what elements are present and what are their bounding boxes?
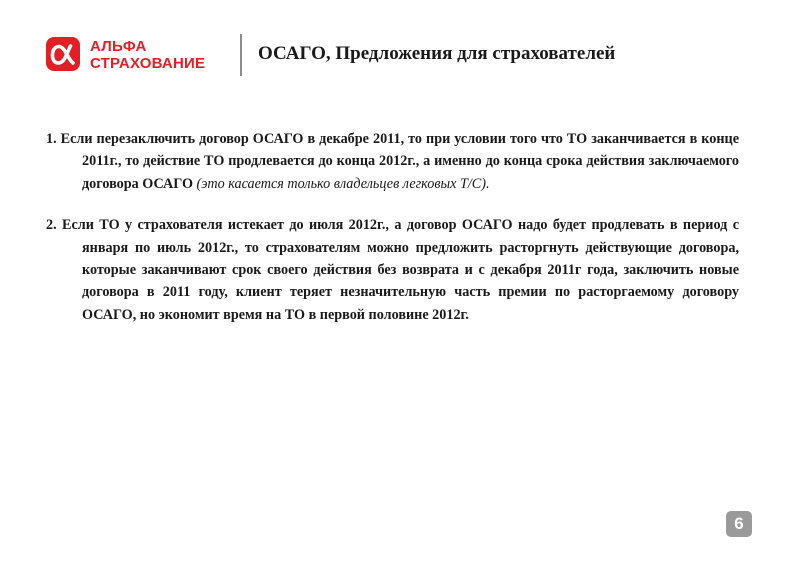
alfa-alpha-icon — [46, 37, 80, 71]
list-item-1 — [46, 128, 739, 195]
page-title: ОСАГО, Предложения для страхователей — [258, 43, 616, 64]
logo-line-1: АЛЬФА — [90, 38, 147, 55]
page-number-badge: 6 — [726, 511, 752, 537]
list-item-2 — [46, 214, 739, 326]
slide-body — [46, 128, 739, 326]
list-item-2-text: Если ТО у страхователя истекает до июля 2012г., а договор ОСАГО надо будет продлевать в период с января по июль 2012г., то страхователям можно предложить расторгнуть действующие договора, которые заканчивают срок своего действия без возврата и с декабря 2011г года, заключить новые договора в 2011 году, клиент теряет незначительную часть премии по расторгаемому договору ОСАГО, но экономит время на ТО в первой половине 2012г. — [62, 217, 739, 323]
company-logo-text — [90, 38, 205, 72]
list-item-2-number: 2. — [46, 217, 57, 234]
list-item-1-text: Если перезаключить договор ОСАГО в декабре 2011, то при условии того что ТО заканчивается в конце 2011г., то действие ТО продлевается до конца 2012г., а именно до конца срока действия заключаемого договора ОСАГО — [60, 131, 740, 192]
logo-line-2: СТРАХОВАНИЕ — [90, 55, 206, 72]
header-divider — [240, 34, 242, 76]
list-item-1-note: (это касается только владельцев легковых Т/С). — [196, 175, 490, 192]
list-item-1-number: 1. — [46, 131, 57, 147]
